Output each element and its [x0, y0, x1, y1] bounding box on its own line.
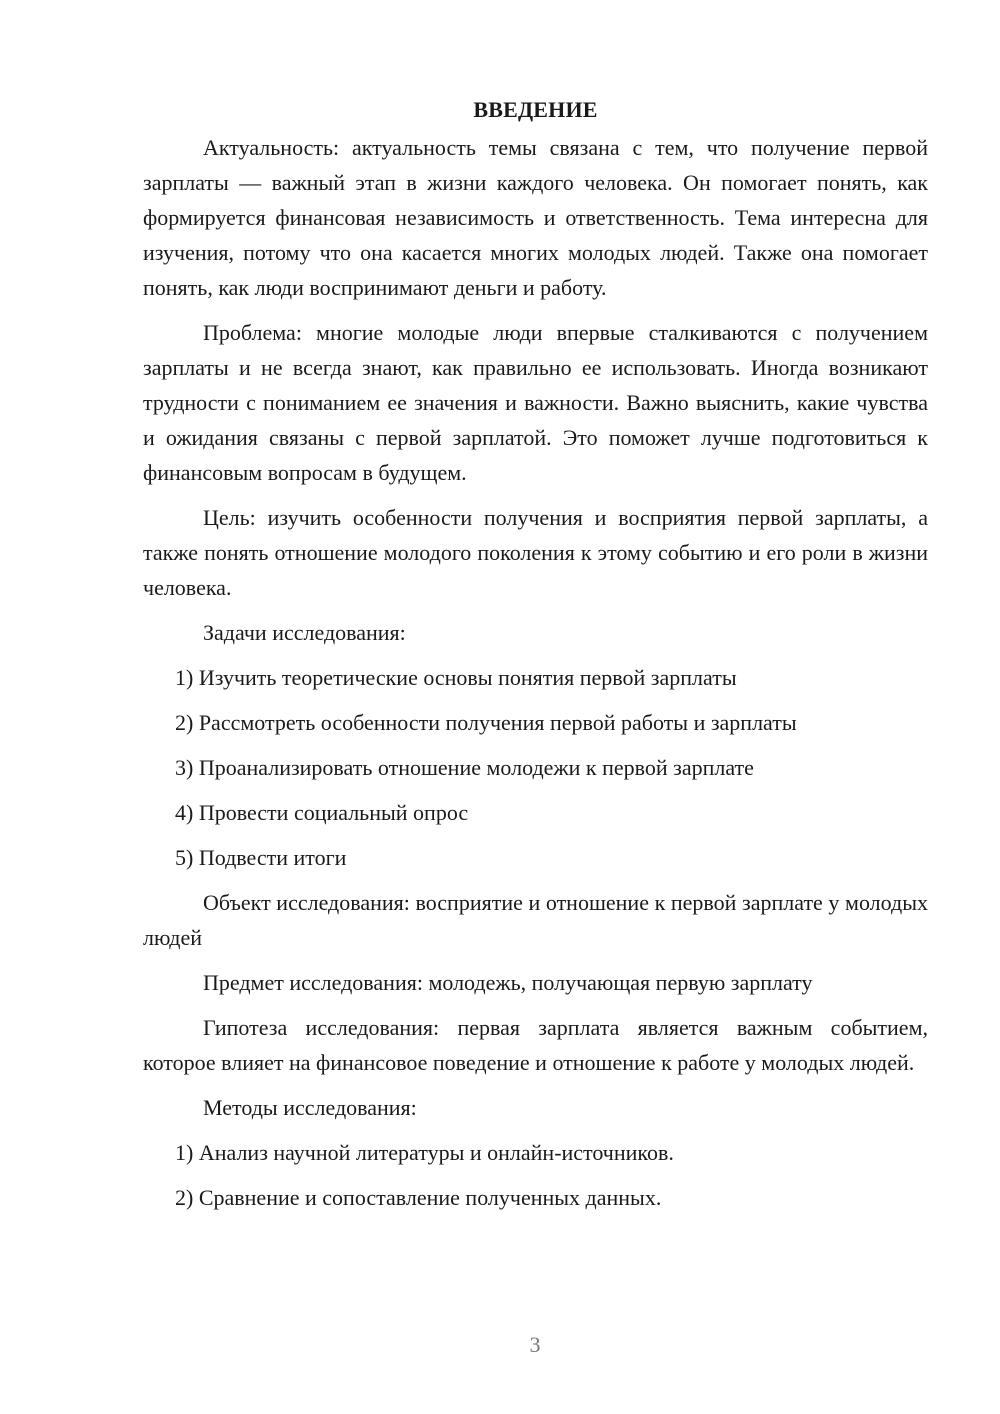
paragraph-goal: Цель: изучить особенности получения и восприятия первой зарплаты, а также понять отношение молодого поколения к этому событию и его роли в жизни человека. — [143, 505, 928, 600]
list-item: 2) Сравнение и сопоставление полученных данных. — [175, 1185, 662, 1210]
list-item: 1) Анализ научной литературы и онлайн-источников. — [175, 1140, 674, 1165]
paragraph-subject: Предмет исследования: молодежь, получающая первую зарплату — [203, 970, 813, 995]
list-item: 4) Провести социальный опрос — [175, 800, 469, 825]
paragraph-hypothesis: Гипотеза исследования: первая зарплата является важным событием, которое влияет на финансовое поведение и отношение к работе у молодых людей. — [143, 1015, 928, 1075]
list-item: 3) Проанализировать отношение молодежи к первой зарплате — [175, 755, 754, 780]
section-title: ВВЕДЕНИЕ — [473, 97, 598, 122]
methods-heading: Методы исследования: — [203, 1095, 417, 1120]
methods-list — [143, 1135, 928, 1215]
list-item: 5) Подвести итоги — [175, 845, 347, 870]
tasks-heading: Задачи исследования: — [203, 620, 406, 645]
paragraph-relevance: Актуальность: актуальность темы связана с тем, что получение первой зарплаты — важный этап в жизни каждого человека. Он помогает понять, как формируется финансовая независимость и ответственность. Тема интересна для изучения, потому что она касается многих молодых людей. Также она помогает понять, как люди воспринимают деньги и работу. — [143, 135, 928, 300]
document-page — [143, 92, 928, 1225]
list-item: 2) Рассмотреть особенности получения первой работы и зарплаты — [175, 710, 797, 735]
tasks-list — [143, 660, 928, 875]
paragraph-problem: Проблема: многие молодые люди впервые сталкиваются с получением зарплаты и не всегда знают, как правильно ее использовать. Иногда возникают трудности с пониманием ее значения и важности. Важно выяснить, какие чувства и ожидания связаны с первой зарплатой. Это поможет лучше подготовиться к финансовым вопросам в будущем. — [143, 320, 928, 485]
paragraph-object: Объект исследования: восприятие и отношение к первой зарплате у молодых людей — [143, 890, 928, 950]
page-number: 3 — [529, 1332, 541, 1357]
list-item: 1) Изучить теоретические основы понятия первой зарплаты — [175, 665, 737, 690]
